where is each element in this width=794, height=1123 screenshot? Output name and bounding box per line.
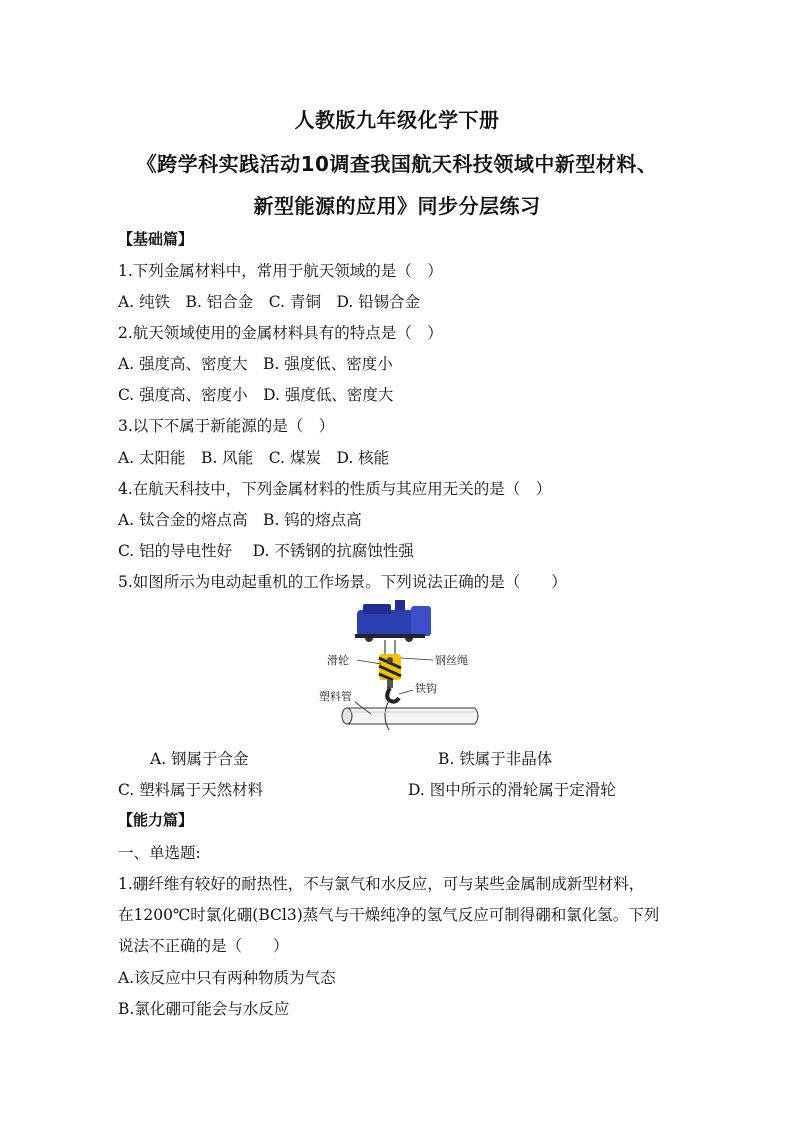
question-5-option-b: B. 铁属于非晶体	[438, 750, 553, 768]
crane-figure	[319, 598, 485, 738]
hook-icon	[387, 680, 399, 702]
question-2-stem: 2.航天领域使用的金属材料具有的特点是（ ）	[118, 324, 443, 342]
ability-question-1-option-b: B.氯化硼可能会与水反应	[118, 1000, 290, 1018]
crane-motor-icon	[355, 600, 431, 642]
figure-label-pipe: 塑料管	[319, 690, 352, 703]
ability-question-1-line2: 在1200℃时氯化硼(BCl3)蒸气与干燥纯净的氢气反应可制得硼和氯化氢。下列	[118, 906, 660, 924]
figure-label-hook: 铁钩	[415, 682, 437, 695]
ability-question-1-line3: 说法不正确的是（ ）	[118, 937, 289, 955]
question-3-stem: 3.以下不属于新能源的是（ ）	[118, 417, 335, 435]
question-5-option-d: D. 图中所示的滑轮属于定滑轮	[408, 781, 616, 799]
question-4-options-1: A. 钛合金的熔点高 B. 钨的熔点高	[118, 511, 362, 529]
figure-label-pulley: 滑轮	[327, 654, 349, 667]
plastic-pipe-icon	[342, 700, 478, 730]
figure-label-wire: 钢丝绳	[435, 654, 468, 667]
question-4-stem: 4.在航天科技中，下列金属材料的性质与其应用无关的是（ ）	[118, 480, 552, 498]
question-2-options-2: C. 强度高、密度小 D. 强度低、密度大	[118, 386, 394, 404]
question-1-stem: 1.下列金属材料中，常用于航天领域的是（ ）	[118, 262, 443, 280]
question-5-stem: 5.如图所示为电动起重机的工作场景。下列说法正确的是（ ）	[118, 573, 567, 591]
question-5-option-c: C. 塑料属于天然材料	[118, 781, 264, 799]
section-basic-heading: 【基础篇】	[118, 230, 194, 248]
document-title: 人教版九年级化学下册	[294, 108, 500, 132]
section-single-choice-heading: 一、单选题:	[118, 844, 201, 862]
document-subtitle-line2: 新型能源的应用》同步分层练习	[253, 194, 541, 218]
pulley-icon	[379, 654, 401, 680]
question-2-options-1: A. 强度高、密度大 B. 强度低、密度小	[118, 355, 393, 373]
section-ability-heading: 【能力篇】	[118, 811, 194, 829]
ability-question-1-line1: 1.硼纤维有较好的耐热性，不与氯气和水反应，可与某些金属制成新型材料，	[118, 875, 645, 893]
question-4-options-2: C. 铝的导电性好 D. 不锈钢的抗腐蚀性强	[118, 542, 414, 560]
question-5-option-a: A. 钢属于合金	[150, 750, 249, 768]
document-subtitle-line1: 《跨学科实践活动10调查我国航天科技领域中新型材料、	[136, 152, 658, 176]
question-1-options: A. 纯铁 B. 铝合金 C. 青铜 D. 铅锡合金	[118, 293, 421, 311]
ability-question-1-option-a: A.该反应中只有两种物质为气态	[118, 969, 336, 987]
question-3-options: A. 太阳能 B. 风能 C. 煤炭 D. 核能	[118, 449, 390, 467]
